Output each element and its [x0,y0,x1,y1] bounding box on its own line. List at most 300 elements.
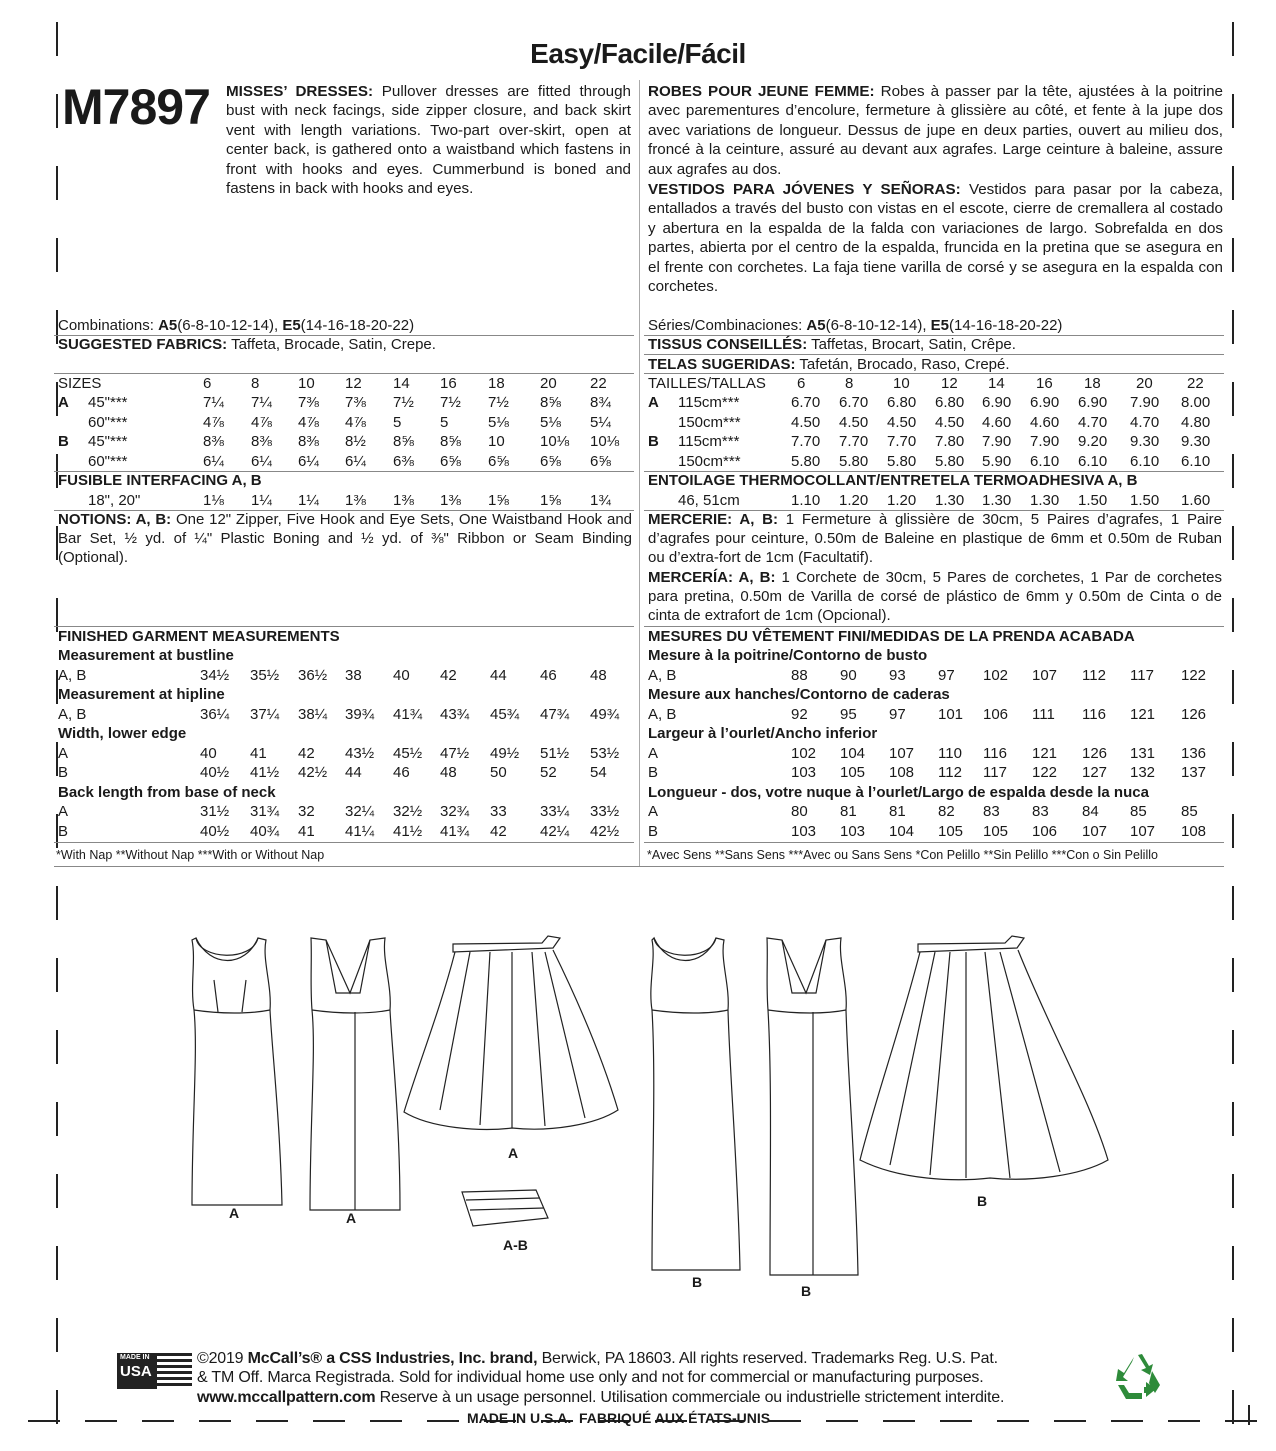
combo-a-fr: A5 [806,317,826,334]
view-label: B [58,433,69,450]
interfacing-value-fr: 1.50 [1130,492,1160,509]
combo-e-sizes: (14-16-18-20-22) [300,317,415,334]
measurement-fr-value: 126 [1181,705,1207,723]
size-header: 14 [393,375,410,392]
view-label: A [58,394,69,411]
measurement-en-heading: Measurement at hipline [58,686,225,703]
measurement-en-value: 42¼ [540,822,570,840]
measurement-fr-view: A [648,803,659,820]
measurement-fr-value: 126 [1082,744,1108,762]
interfacing-value-fr: 1.20 [887,492,917,509]
description-es-text: Vestidos para pasar por la cabeza, entallados a través del busto con vistas en el escote, cierre de cremallera al costado y abertura en la espalda de la falda con variaciones de largo. Sobrefalda en dos partes, abierta por el centro de la espalda, fruncida en la pretina que se asegura en el frente con corchetes. La faja tiene varilla de corsé y se asegura en la espalda con corchetes. [648,181,1223,296]
size-header: 18 [488,375,505,392]
measurement-en-value: 42 [490,822,507,840]
fabrics-es-label: TELAS SUGERIDAS: [648,356,796,373]
tick-mark [1232,382,1234,416]
interfacing-value: 1¾ [590,492,611,509]
garment-illustrations [0,880,1276,1310]
yardage-value: 5⅛ [488,413,509,431]
yardage-value-fr: 9.20 [1078,433,1108,450]
measurement-en-value: 54 [590,764,607,781]
measurement-fr-value: 105 [938,822,964,840]
dress-a-back-drawing [310,938,400,1210]
measurement-fr-value: 107 [889,744,915,762]
copyright-year: ©2019 [197,1350,248,1367]
yardage-value-fr: 4.60 [1030,413,1060,431]
tick-mark [427,1420,459,1422]
yardage-value-fr: 7.70 [887,433,917,450]
measurement-fr-value: 107 [1032,666,1058,684]
interfacing-value-fr: 1.50 [1078,492,1108,509]
tick-mark [142,1420,174,1422]
size-header-fr: 18 [1084,375,1101,392]
measurement-en-value: 48 [590,666,607,684]
interfacing-value: 1⅝ [540,492,561,509]
yardage-value-fr: 4.50 [935,413,965,431]
combinations-fr [648,316,1062,335]
measurement-en-value: 49½ [490,744,520,762]
interfacing-label-fr: ENTOILAGE THERMOCOLLANT/ENTRETELA TERMOADHESIVA A, B [648,472,1138,489]
measurement-fr-view: A, B [648,705,677,723]
yardage-value-fr: 6.10 [1130,452,1160,470]
interfacing-width-fr: 46, 51cm [678,492,740,509]
size-header: 10 [298,375,315,392]
tick-mark [1232,238,1234,272]
measurement-fr-value: 136 [1181,744,1207,762]
measurement-en-value: 46 [540,666,557,684]
measurement-en-value: 41¾ [393,705,423,723]
tick-mark [883,1420,915,1422]
measurement-en-value: 41½ [250,764,280,781]
yardage-value: 6¼ [298,452,319,470]
measurement-en-value: 33½ [590,803,620,820]
tick-mark [1225,1420,1257,1422]
measurement-en-value: 41¾ [440,822,470,840]
yardage-value-fr: 6.90 [982,394,1012,411]
fabric-width-fr: 115cm*** [678,394,740,411]
fabric-width: 45"*** [88,433,128,450]
measurement-fr-value: 103 [791,822,817,840]
label-cummerbund: A-B [503,1237,528,1253]
notions-label: NOTIONS: A, B: [58,511,172,528]
measurement-fr-value: 110 [938,744,962,762]
made-in-text: MADE IN U.S.A. FABRIQUÉ AUX ÉTATS-UNIS [467,1410,771,1426]
description-fr [648,82,1223,179]
yardage-value-fr: 5.80 [935,452,965,470]
fabric-width: 60"*** [88,413,128,431]
measurement-fr-value: 105 [840,764,866,781]
size-header: 20 [540,375,557,392]
yardage-value-fr: 6.10 [1181,452,1211,470]
tick-mark [56,94,58,128]
yardage-value: 7⅜ [345,394,366,411]
measurement-en-value: 32¼ [345,803,375,820]
size-header-fr: 20 [1136,375,1153,392]
fabric-width: 45"*** [88,394,128,411]
yardage-value-fr: 6.90 [1030,394,1060,411]
fabrics-fr [648,335,1016,354]
fabrics-en [58,335,436,354]
measurement-en-value: 48 [440,764,457,781]
yardage-value: 8¾ [590,394,611,411]
size-header: 8 [251,375,260,392]
yardage-value: 5 [440,413,449,431]
fabric-width: 60"*** [88,452,128,470]
yardage-value-fr: 4.50 [839,413,869,431]
tick-mark [1232,454,1234,488]
label-dress-b-back: B [801,1283,812,1299]
label-overskirt-a: A [508,1145,519,1161]
tick-mark [56,166,58,200]
yardage-value: 5 [393,413,402,431]
interfacing-label: FUSIBLE INTERFACING A, B [58,472,262,489]
measurement-en-value: 39¾ [345,705,375,723]
yardage-value: 8⅝ [540,394,561,411]
column-divider [639,80,640,866]
measurement-fr-value: 108 [1181,822,1207,840]
tick-mark [85,1420,117,1422]
measurement-en-value: 35½ [250,666,280,684]
dress-b-front-drawing [651,938,740,1270]
yardage-value: 6⅝ [440,452,461,470]
sizes-label-fr: TAILLES/TALLAS [648,375,766,392]
label-overskirt-b: B [977,1193,988,1209]
measurement-fr-value: 85 [1181,803,1198,820]
measurement-en-heading: Width, lower edge [58,725,187,742]
tick-mark [997,1420,1029,1422]
measurement-fr-value: 116 [983,744,1007,762]
description-en [226,82,631,198]
merceria-label: MERCERÍA: A, B: [648,569,776,586]
interfacing-value-fr: 1.30 [935,492,965,509]
interfacing-value-fr: 1.30 [1030,492,1060,509]
measurement-fr-heading: Largeur à l’ourlet/Ancho inferior [648,725,878,742]
yardage-value-fr: 7.80 [935,433,965,450]
badge-bottom-text: USA [120,1363,152,1380]
size-header-fr: 12 [941,375,958,392]
fabrics-fr-list: Taffetas, Brocart, Satin, Crêpe. [811,336,1016,353]
yardage-value: 7½ [393,394,414,411]
yardage-value-fr: 6.90 [1078,394,1108,411]
yardage-value-fr: 6.70 [839,394,869,411]
description-en-text: Pullover dresses are fitted through bust with neck facings, side zipper closure, and back skirt vent with length variations. Two-part over-skirt, open at center back, is gathered onto a waistband which fastens in front with hooks and eyes. Cummerbund is boned and fastens in back with hooks and eyes. [226,83,631,198]
nap-note-fr: *Avec Sens **Sans Sens ***Avec ou Sans Sens *Con Pelillo **Sin Pelillo ***Con o Sin Pelillo [647,848,1158,862]
measurement-fr-value: 112 [938,764,962,781]
combo-e: E5 [282,317,301,334]
measurement-en-value: 34½ [200,666,230,684]
tick-mark [28,1420,60,1422]
measurement-fr-view: A, B [648,666,677,684]
interfacing-value: 1¼ [298,492,319,509]
measurement-en-value: 41½ [393,822,423,840]
measurement-fr-value: 122 [1181,666,1207,684]
tick-mark [1232,670,1234,704]
combo-a-sizes-fr: (6-8-10-12-14), [825,317,927,334]
size-header: 12 [345,375,362,392]
measurement-fr-value: 92 [791,705,808,723]
yardage-value: 8⅝ [440,433,461,450]
label-dress-a-back: A [346,1210,357,1226]
tick-mark [769,1420,801,1422]
size-header: 16 [440,375,457,392]
yardage-value-fr: 6.80 [887,394,917,411]
copyright-line-3 [197,1388,1004,1408]
measurement-en-value: 38 [345,666,362,684]
interfacing-value-fr: 1.20 [839,492,869,509]
mercerie-fr [648,510,1222,567]
measurement-fr-value: 97 [889,705,906,723]
yardage-value-fr: 5.90 [982,452,1012,470]
yardage-value: 4⅞ [203,413,224,431]
size-header-fr: 10 [893,375,910,392]
tick-mark [1232,526,1234,560]
yardage-value: 6⅜ [393,452,414,470]
measurement-fr-value: 83 [983,803,1000,820]
measurement-en-value: 32¾ [440,803,470,820]
yardage-value: 7½ [488,394,509,411]
tick-mark [940,1420,972,1422]
yardage-value: 6⅝ [540,452,561,470]
copyright-rest: Berwick, PA 18603. All rights reserved. Trademarks Reg. U.S. Pat. [537,1350,998,1367]
sizes-label: SIZES [58,375,102,392]
measurement-fr-value: 132 [1130,764,1156,781]
yardage-value: 8⅝ [393,433,414,450]
measurement-en-value: 31½ [200,803,230,820]
brand-name: McCall’s® a CSS Industries, Inc. brand, [247,1350,538,1367]
measurement-fr-value: 117 [1130,666,1154,684]
measurement-en-value: 40 [200,744,217,762]
yardage-value: 7⅜ [298,394,319,411]
measurement-fr-value: 111 [1032,705,1055,723]
size-header-fr: 8 [845,375,854,392]
yardage-value: 5¼ [590,413,611,431]
yardage-value: 8⅜ [298,433,319,450]
measurement-fr-value: 121 [1032,744,1058,762]
measurement-fr-value: 81 [889,803,906,820]
pattern-number: M7897 [62,79,210,135]
measurement-fr-value: 112 [1082,666,1106,684]
yardage-value-fr: 7.90 [1130,394,1160,411]
nap-note-en: *With Nap **Without Nap ***With or Without Nap [56,848,325,862]
mercerie-label: MERCERIE: A, B: [648,511,778,528]
yardage-value-fr: 7.70 [791,433,821,450]
measurement-en-value: 44 [345,764,362,781]
measurement-en-value: 40½ [200,764,230,781]
yardage-value: 4⅞ [345,413,366,431]
measurement-fr-value: 106 [983,705,1009,723]
yardage-value-fr: 7.70 [839,433,869,450]
measurement-fr-value: 97 [938,666,955,684]
yardage-value: 5⅛ [540,413,561,431]
size-header-fr: 22 [1187,375,1204,392]
measurement-fr-view: A [648,744,659,762]
interfacing-value: 1⅝ [488,492,509,509]
tick-mark [370,1420,402,1422]
yardage-value-fr: 4.70 [1078,413,1108,431]
interfacing-value: 1⅛ [203,492,224,509]
combinations-label: Combinations: [58,317,154,334]
yardage-value: 10⅛ [590,433,620,450]
measurement-en-value: 42½ [298,764,328,781]
description-es [648,180,1223,296]
measurement-fr-value: 102 [983,666,1009,684]
yardage-value-fr: 5.80 [791,452,821,470]
measurement-en-value: 37¼ [250,705,280,723]
tick-mark [1232,1318,1234,1352]
size-header: 6 [203,375,212,392]
measurement-fr-heading: Mesure aux hanches/Contorno de caderas [648,686,950,703]
notions-en [58,510,632,567]
size-header-fr: 6 [797,375,806,392]
yardage-value-fr: 5.80 [839,452,869,470]
measurement-en-view: B [58,822,69,840]
tick-mark [1232,598,1234,632]
measurement-fr-value: 106 [1032,822,1058,840]
measurement-en-value: 42½ [590,822,620,840]
fabrics-fr-label: TISSUS CONSEILLÉS: [648,336,808,353]
measurement-fr-value: 117 [983,764,1007,781]
measurement-en-value: 33¼ [540,803,570,820]
measurement-en-value: 36½ [298,666,328,684]
yardage-value-fr: 9.30 [1130,433,1160,450]
dress-b-back-drawing [767,938,858,1275]
yardage-value-fr: 9.30 [1181,433,1211,450]
yardage-value: 6¼ [345,452,366,470]
interfacing-value: 1⅜ [393,492,414,509]
measurement-fr-value: 90 [840,666,857,684]
tick-mark [56,1390,58,1424]
tick-mark [256,1420,288,1422]
measurement-en-heading: Measurement at bustline [58,647,234,664]
measurement-fr-value: 80 [791,803,808,820]
interfacing-value: 1⅜ [440,492,461,509]
tick-mark [1232,166,1234,200]
measurement-fr-value: 85 [1130,803,1147,820]
finished-label-en: FINISHED GARMENT MEASUREMENTS [58,628,340,645]
view-label-fr: B [648,433,659,450]
measurement-fr-value: 88 [791,666,808,684]
measurement-fr-value: 107 [1130,822,1156,840]
measurement-fr-heading: Mesure à la poitrine/Contorno de busto [648,647,928,664]
size-header: 22 [590,375,607,392]
measurement-fr-value: 103 [840,822,866,840]
size-header-fr: 16 [1036,375,1053,392]
badge-top-text: MADE IN [120,1354,150,1361]
tick-mark [1054,1420,1086,1422]
description-es-title: VESTIDOS PARA JÓVENES Y SEÑORAS: [648,181,961,198]
tick-mark [1168,1420,1200,1422]
finished-label-fr: MESURES DU VÊTEMENT FINI/MEDIDAS DE LA PRENDA ACABADA [648,628,1135,645]
measurement-en-value: 40½ [200,822,230,840]
combo-e-fr: E5 [930,317,950,334]
yardage-value-fr: 4.80 [1181,413,1211,431]
measurement-en-value: 45½ [393,744,423,762]
yardage-value-fr: 4.50 [887,413,917,431]
yardage-value-fr: 4.70 [1130,413,1160,431]
measurement-fr-value: 81 [840,803,857,820]
recycle-icon [1112,1353,1164,1401]
measurement-fr-value: 131 [1130,744,1156,762]
combo-a-sizes: (6-8-10-12-14), [177,317,279,334]
dress-a-front-drawing [192,938,282,1205]
tick-mark [1232,310,1234,344]
fabrics-es [648,355,1010,374]
measurement-fr-value: 82 [938,803,955,820]
measurement-en-value: 41¼ [345,822,375,840]
yardage-value: 4⅞ [298,413,319,431]
yardage-value: 6⅝ [488,452,509,470]
interfacing-value-fr: 1.30 [982,492,1012,509]
tick-mark [1232,742,1234,776]
interfacing-value: 1¼ [251,492,272,509]
combinations-fr-label: Séries/Combinaciones: [648,317,803,334]
measurement-fr-value: 137 [1181,764,1207,781]
measurement-fr-value: 116 [1082,705,1106,723]
copyright-fr: Reserve à un usage personnel. Utilisation commerciale ou industrielle strictement interdite. [375,1389,1005,1406]
measurement-en-view: A, B [58,705,87,723]
measurement-en-view: B [58,764,69,781]
measurement-fr-value: 102 [791,744,817,762]
measurement-en-value: 43¾ [440,705,470,723]
measurement-fr-value: 127 [1082,764,1108,781]
measurement-en-value: 42 [440,666,457,684]
yardage-value: 7½ [440,394,461,411]
measurement-en-value: 31¾ [250,803,280,820]
mercerie-text: 1 Fermeture à glissière de 30cm, 5 Paires d’agrafes, 1 Paire d’agrafes pour ceinture, 0.50m de Baleine en plastique de 6mm et 0.50m de Ruban ou d’extra-fort de 1cm (Facultatif). [648,511,1222,566]
yardage-value-fr: 5.80 [887,452,917,470]
measurement-en-value: 46 [393,764,410,781]
copyright-line-1 [197,1349,998,1369]
measurement-en-value: 42 [298,744,315,762]
notions-text: One 12" Zipper, Five Hook and Eye Sets, One Waistband Hook and Bar Set, ½ yd. of ¼" Plastic Boning and ½ yd. of ⅜" Ribbon or Seam Binding (Optional). [58,511,633,566]
yardage-value: 8⅜ [251,433,272,450]
measurement-fr-view: B [648,822,659,840]
measurement-fr-value: 84 [1082,803,1099,820]
interfacing-value-fr: 1.60 [1181,492,1211,509]
measurement-en-value: 32½ [393,803,423,820]
fabrics-es-list: Tafetán, Brocado, Raso, Crepé. [799,356,1010,373]
interfacing-width: 18", 20" [88,492,141,509]
label-dress-a-front: A [229,1205,240,1221]
yardage-value-fr: 6.10 [1030,452,1060,470]
measurement-fr-value: 104 [889,822,915,840]
overskirt-a-drawing [404,936,618,1129]
tick-mark [1232,814,1234,848]
yardage-value-fr: 6.80 [935,394,965,411]
tick-mark [1111,1420,1143,1422]
yardage-value: 4⅞ [251,413,272,431]
fabric-width-fr: 150cm*** [678,413,741,431]
yardage-value-fr: 4.60 [982,413,1012,431]
merceria-es [648,568,1222,625]
yardage-value: 7¼ [203,394,224,411]
tick-mark [1232,1390,1234,1424]
tick-mark [1248,1405,1250,1425]
measurement-en-view: A, B [58,666,87,684]
measurement-fr-value: 108 [889,764,915,781]
measurement-en-value: 41 [298,822,315,840]
measurement-en-value: 47¾ [540,705,570,723]
tick-mark [826,1420,858,1422]
tick-mark [56,1318,58,1352]
yardage-value-fr: 7.90 [1030,433,1060,450]
measurement-en-value: 45¾ [490,705,520,723]
size-header-fr: 14 [988,375,1005,392]
measurement-fr-value: 107 [1082,822,1108,840]
measurement-fr-value: 95 [840,705,857,723]
measurement-fr-value: 93 [889,666,906,684]
website-link[interactable]: www.mccallpattern.com [197,1389,376,1406]
